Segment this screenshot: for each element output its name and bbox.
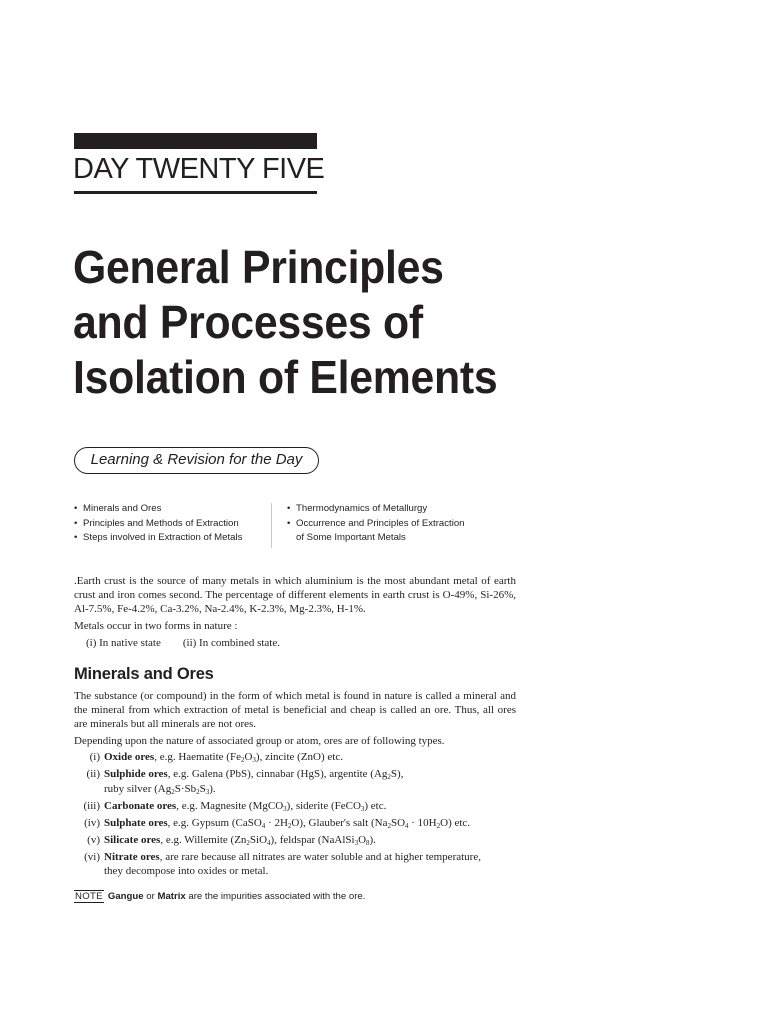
ore-examples: , e.g. Gypsum (CaSO$_4$ · $2H_2O$), Glauber's salt $(Na_2SO_4 \cdot 10H_2O)$ etc. [167,816,471,830]
ore-types-intro: Depending upon the nature of associated group or atom, ores are of following types. [74,735,445,747]
ore-text [104,767,516,796]
ore-name: Silicate ores [104,833,161,846]
topic-divider [271,503,272,548]
metal-states [86,636,528,650]
bullet-icon: • [287,517,291,529]
topic-list-left [74,502,242,546]
ore-text [104,750,516,765]
topic-label: Minerals and Ores [83,503,162,514]
topic-item [287,502,465,517]
note-text: are the impurities associated with the ore. [185,891,366,902]
definition-paragraph: The substance (or compound) in the form of which metal is found in nature is called a mineral and the mineral from which extraction of metal is beneficial and cheap is called an ore. Thus, all ores are minerals but all minerals are not ores. [74,690,516,730]
ore-item [74,833,516,848]
ore-number: (iv) [84,816,100,829]
chapter-title-line: and Processes of [73,296,423,348]
topic-label: Thermodynamics of Metallurgy [296,503,428,514]
topic-label: Occurrence and Principles of Extraction [296,517,465,529]
day-label: DAY TWENTY FIVE [73,153,325,185]
ore-item [74,850,516,879]
topic-item [74,531,242,546]
ore-name: Sulphide ores [104,768,168,780]
topic-list-right [287,502,465,546]
header-rule [74,191,317,194]
ore-number: (ii) [86,768,100,780]
native-state-label: (i) In native state [86,637,161,649]
note-box [74,890,365,904]
topic-item [74,502,242,517]
ore-examples: , e.g. Haematite $(Fe_2O_3)$, zincite (ZnO) etc. [154,751,343,764]
chapter-title [73,240,497,405]
ore-examples: , are rare because all nitrates are water soluble and at higher temperature, they decompose into oxides or metal. [104,850,481,878]
bullet-icon: • [74,532,78,543]
ore-text [104,799,516,814]
ore-item [74,816,516,831]
combined-state-label: (ii) In combined state. [182,637,280,649]
topic-item [74,517,242,532]
ore-name: Sulphate ores [104,816,168,829]
section-heading: Minerals and Ores [74,665,214,683]
topic-label: Principles and Methods of Extraction [83,517,239,529]
chapter-title-line: Isolation of Elements [73,351,498,403]
ore-text [104,833,516,848]
ore-item [74,799,516,814]
ore-text [104,816,516,831]
bullet-icon: • [74,503,78,514]
bullet-icon: • [74,517,78,529]
ore-examples: , e.g. Willemite $(Zn_2SiO_4)$, feldspar $(NaAlSi_3O_8)$. [160,833,376,847]
ore-examples: , e.g. Magnesite (MgCO$_3$), siderite (FeCO$_3$) etc. [176,799,387,813]
ore-number: (v) [87,833,100,846]
bullet-icon: • [287,503,291,514]
ore-number: (i) [89,751,100,763]
topic-label-continued: of Some Important Metals [296,532,406,543]
learning-revision-badge: Learning & Revision for the Day [74,447,319,474]
ore-examples: , e.g. Galena (PbS), cinnabar (HgS), argentite $(Ag_2S)$, ruby silver $(Ag_2S\cdot Sb_2S_3)$. [104,768,404,796]
ore-number: (vi) [84,850,100,863]
note-label: NOTE [75,891,103,902]
chapter-title-line: General Principles [73,241,444,293]
note-term-matrix: Matrix [157,891,186,902]
topic-label: Steps involved in Extraction of Metals [83,532,243,543]
note-term-gangue: Gangue [107,891,144,902]
topic-item [287,517,465,546]
ore-name: Carbonate ores [104,799,177,812]
ore-item [74,750,516,765]
intro-paragraph: .Earth crust is the source of many metals in which aluminium is the most abundant metal of earth crust and iron comes second. The percentage of different elements in earth crust is O-49%, Si-26%, Al-7.5%, Fe-4.2%, Ca-3.2%, Na-2.4%, K-2.3%, Mg-2.3%, H-1%. [74,575,516,615]
note-joiner: or [143,891,158,902]
ore-item [74,767,516,796]
ore-text [104,850,516,879]
ore-number: (iii) [83,799,100,812]
metals-forms-text: Metals occur in two forms in nature : [74,620,238,632]
ore-name: Nitrate ores [104,850,160,863]
ore-types-list [74,750,516,881]
ore-name: Oxide ores [104,751,155,763]
header-bar [74,133,317,149]
